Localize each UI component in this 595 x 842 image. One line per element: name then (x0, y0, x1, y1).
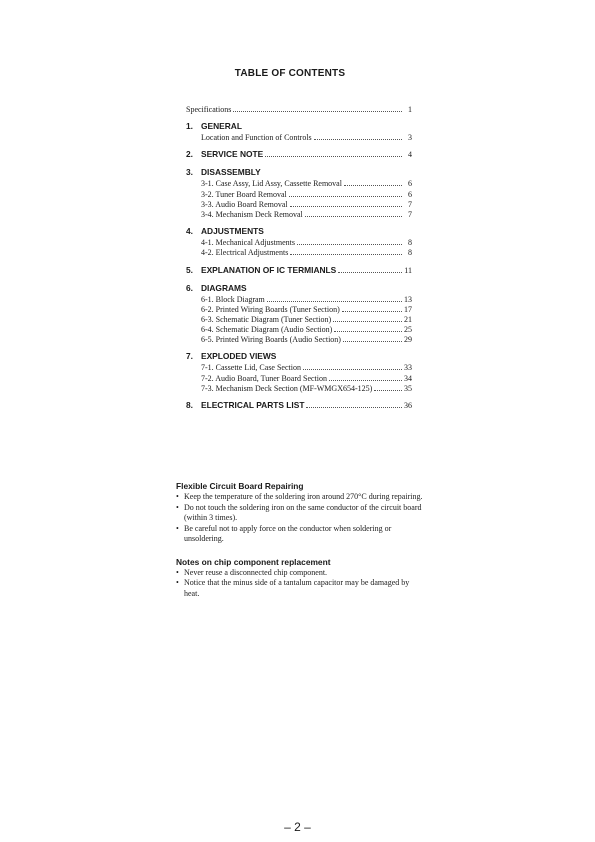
page-title: TABLE OF CONTENTS (234, 68, 346, 79)
toc-subentry (186, 304, 412, 314)
subentry-label: 7-2. Audio Board, Tuner Board Section (201, 373, 327, 383)
toc-subentry (186, 189, 412, 199)
bullet-mark: • (176, 523, 179, 533)
subentry-page: 17 (404, 304, 412, 314)
subentry-page: 7 (408, 199, 412, 209)
section-number: 2. (186, 149, 193, 160)
toc-entry-specifications (186, 104, 412, 114)
leader-dots (297, 237, 402, 245)
bullet-mark: • (176, 502, 179, 512)
toc-entry-label: Specifications (186, 105, 232, 114)
section-number: 5. (186, 264, 193, 275)
toc-subentry (186, 178, 412, 188)
toc-subentry (186, 237, 412, 247)
leader-dots (233, 104, 402, 112)
subentry-label: 3-3. Audio Board Removal (201, 199, 288, 209)
toc-subentry (186, 362, 412, 372)
bullet-text: Do not touch the soldering iron on the same conductor of the circuit board (within 3 times). (184, 502, 422, 522)
section-gap (186, 276, 412, 283)
leader-dots (343, 334, 402, 342)
subentry-page: 21 (404, 314, 412, 324)
subentry-page: 34 (404, 373, 412, 383)
subentry-label: 3-4. Mechanism Deck Removal (201, 209, 303, 219)
toc-section-heading (186, 351, 412, 362)
toc-section-heading (186, 149, 412, 160)
section-page: 11 (404, 265, 412, 275)
toc-section-heading (186, 400, 412, 411)
subentry-page: 35 (404, 383, 412, 393)
subentry-label: 6-2. Printed Wiring Boards (Tuner Section) (201, 304, 340, 314)
subentry-page: 13 (404, 294, 412, 304)
toc-subentry (186, 132, 412, 142)
toc-subentry (186, 373, 412, 383)
section-page: 4 (408, 150, 412, 160)
toc-subentry (186, 247, 412, 257)
subentry-label: 3-2. Tuner Board Removal (201, 189, 287, 199)
leader-dots (329, 373, 402, 381)
page-number: – 2 – (284, 820, 311, 834)
note-heading: Notes on chip component replacement (176, 556, 331, 567)
note-block (176, 481, 426, 545)
leader-dots (338, 265, 402, 273)
toc-subentry (186, 199, 412, 209)
note-heading: Flexible Circuit Board Repairing (176, 481, 304, 491)
subentry-label: 6-4. Schematic Diagram (Audio Section) (201, 325, 333, 335)
subentry-page: 8 (408, 238, 412, 248)
subentry-label: 6-3. Schematic Diagram (Tuner Section) (201, 314, 332, 324)
section-gap (186, 114, 412, 121)
leader-dots (265, 149, 402, 157)
table-of-contents (186, 104, 412, 411)
toc-subentry (186, 334, 412, 344)
section-title: EXPLANATION OF IC TERMIANLS (201, 264, 337, 275)
leader-dots (333, 314, 402, 322)
note-bullet (176, 524, 426, 545)
section-title: ADJUSTMENTS (201, 226, 264, 237)
section-title: SERVICE NOTE (201, 149, 264, 160)
subentry-label: 4-2. Electrical Adjustments (201, 248, 289, 258)
toc-subentry (186, 209, 412, 219)
subentry-page: 6 (408, 189, 412, 199)
bullet-mark: • (176, 567, 179, 577)
subentry-label: 4-1. Mechanical Adjustments (201, 238, 295, 248)
section-title: ELECTRICAL PARTS LIST (201, 400, 305, 410)
bullet-text: Notice that the minus side of a tantalum capacitor may be damaged by heat. (184, 578, 410, 598)
section-gap (186, 393, 412, 400)
subentry-page: 29 (404, 335, 412, 345)
section-gap (186, 258, 412, 265)
section-number: 7. (186, 351, 193, 362)
leader-dots (314, 132, 402, 140)
subentry-page: 25 (404, 325, 412, 335)
section-page: 36 (404, 401, 412, 410)
subentry-page: 33 (404, 363, 412, 373)
section-number: 6. (186, 282, 193, 293)
service-notes (176, 481, 426, 599)
leader-dots (342, 304, 402, 312)
toc-subentry (186, 314, 412, 324)
section-gap (186, 142, 412, 149)
leader-dots (374, 383, 402, 391)
leader-dots (290, 247, 402, 255)
toc-section-heading (186, 167, 412, 178)
section-title: EXPLODED VIEWS (201, 351, 277, 362)
section-gap (186, 219, 412, 226)
leader-dots (305, 209, 402, 217)
toc-section-heading (186, 226, 412, 237)
subentry-label: 7-1. Cassette Lid, Case Section (201, 363, 301, 373)
toc-entry-page: 1 (408, 105, 412, 114)
leader-dots (344, 178, 402, 186)
section-gap (186, 160, 412, 167)
toc-subentry (186, 383, 412, 393)
bullet-text: Be careful not to apply force on the conductor when soldering or unsoldering. (184, 523, 392, 543)
toc-sections (186, 114, 412, 411)
section-number: 8. (186, 400, 193, 410)
note-bullet (176, 568, 426, 579)
subentry-page: 8 (408, 248, 412, 258)
leader-dots (303, 362, 402, 370)
toc-section-heading (186, 265, 412, 276)
section-title: DIAGRAMS (201, 282, 247, 293)
section-number: 1. (186, 121, 193, 132)
subentry-page: 6 (408, 179, 412, 189)
toc-subentry (186, 294, 412, 304)
subentry-page: 7 (408, 209, 412, 219)
subentry-label: Location and Function of Controls (201, 133, 312, 143)
leader-dots (306, 400, 402, 408)
note-bullet (176, 492, 426, 503)
leader-dots (289, 189, 402, 197)
section-number: 4. (186, 226, 193, 237)
leader-dots (334, 324, 402, 332)
toc-section-heading (186, 283, 412, 294)
section-number: 3. (186, 167, 193, 178)
leader-dots (290, 199, 402, 207)
leader-dots (267, 294, 402, 302)
section-gap (186, 344, 412, 351)
note-bullet (176, 503, 426, 524)
subentry-label: 3-1. Case Assy, Lid Assy, Cassette Removal (201, 179, 342, 189)
section-title: GENERAL (201, 121, 242, 132)
note-bullet (176, 578, 426, 599)
bullet-text: Keep the temperature of the soldering iron around 270°C during repairing. (184, 492, 423, 501)
subentry-label: 6-1. Block Diagram (201, 294, 265, 304)
subentry-label: 6-5. Printed Wiring Boards (Audio Section) (201, 335, 341, 345)
bullet-mark: • (176, 492, 179, 501)
toc-section-heading (186, 121, 412, 132)
note-block (176, 557, 426, 600)
subentry-page: 3 (408, 133, 412, 143)
section-title: DISASSEMBLY (201, 167, 261, 178)
toc-subentry (186, 324, 412, 334)
bullet-mark: • (176, 578, 179, 587)
bullet-text: Never reuse a disconnected chip component. (184, 567, 328, 577)
subentry-label: 7-3. Mechanism Deck Section (MF-WMGX654-125) (201, 383, 373, 393)
